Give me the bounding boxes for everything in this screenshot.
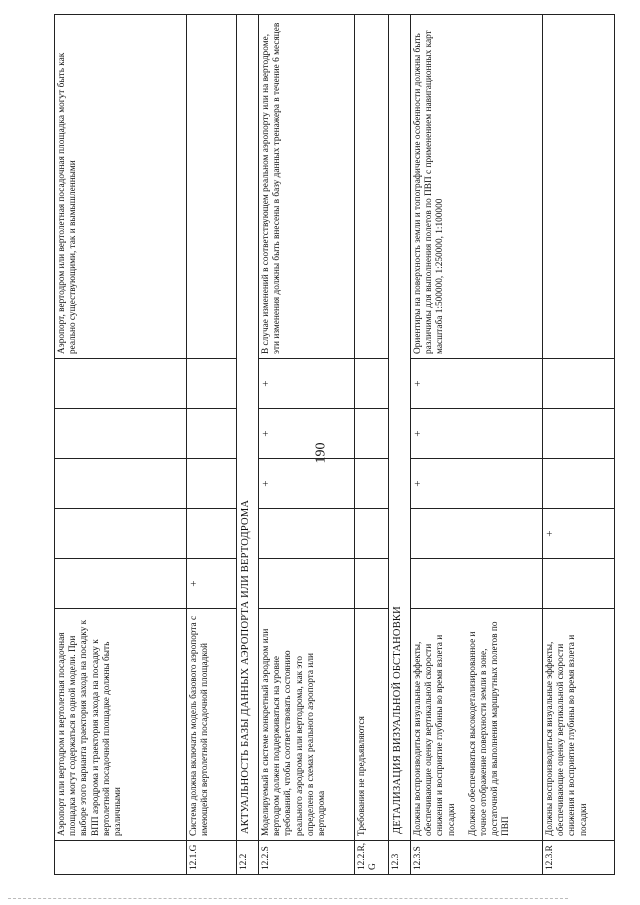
section-code: 12.2 [237, 841, 259, 875]
page-number: 190 [313, 442, 329, 464]
rotated-table-wrapper [54, 15, 614, 875]
level-mark: + [543, 509, 615, 559]
requirement-description: Должны воспроизводиться визуальные эффекты, обеспечивающие оценку вертикальной скорости снижения и восприятие глубины во время взлета и посадки [543, 609, 615, 841]
level-mark [187, 509, 237, 559]
table-row [55, 15, 187, 875]
table-row [259, 15, 355, 875]
table-row [543, 15, 615, 875]
requirement-code: 12.3.R [543, 841, 615, 875]
requirement-description: Моделируемый в системе конкретный аэродром или вертодром должен поддерживаться на уровне требований, чтобы соответствовать состоянию реального аэродрома или вертодрома, как это определено в схемах реального аэропорта или вертодрома [259, 609, 355, 841]
level-mark [187, 459, 237, 509]
requirements-table [54, 14, 615, 875]
requirement-comment [187, 15, 237, 359]
requirement-description: Должны воспроизводиться визуальные эффекты, обеспечивающие оценку вертикальной скорости снижения и восприятие глубины во время взлета и посадки Должно обеспечиваться высокодетализированное и точное отображение поверхности земли в зоне, достаточной для выполнения маршрутных полетов по ПВП [411, 609, 543, 841]
requirement-code [55, 841, 187, 875]
level-mark [355, 459, 389, 509]
requirement-code: 12.1.G [187, 841, 237, 875]
level-mark [543, 359, 615, 409]
table-row [411, 15, 543, 875]
level-mark: + [259, 409, 355, 459]
level-mark [187, 409, 237, 459]
level-mark [355, 359, 389, 409]
level-mark: + [259, 359, 355, 409]
level-mark [355, 409, 389, 459]
level-mark [55, 459, 187, 509]
requirement-comment: Ориентиры на поверхность земли и топографические особенности должны быть различимы для выполнения полетов по ПВП с применением навигационных карт масштаба 1:500000, 1:250000, 1:100000 [411, 15, 543, 359]
level-mark [187, 359, 237, 409]
level-mark [411, 509, 543, 559]
requirement-description: Система должна включать модель базового аэропорта с имеющейся вертолетной посадочной площадкой [187, 609, 237, 841]
level-mark [411, 559, 543, 609]
level-mark: + [411, 359, 543, 409]
level-mark [543, 459, 615, 509]
requirement-comment: В случае изменений в соответствующем реальном аэропорту или на вертодроме, эти изменения должны быть внесены в базу данных тренажера в течение 6 месяцев [259, 15, 355, 359]
requirement-description: Аэропорт или вертодром и вертолетная посадочная площадка могут содержаться в одной модели. При выборе этого варианта траектория захода на посадку к ВПП аэродрома и траектория захода на посадку к вертолетной посадочной площадке должны быть различными [55, 609, 187, 841]
level-mark [55, 509, 187, 559]
requirement-comment: Аэропорт, вертодром или вертолетная посадочная площадка могут быть как реально существующими, так и вымышленными [55, 15, 187, 359]
section-title: ДЕТАЛИЗАЦИЯ ВИЗУАЛЬНОЙ ОБСТАНОВКИ [389, 15, 411, 841]
level-mark: + [259, 459, 355, 509]
level-mark [355, 509, 389, 559]
level-mark [355, 559, 389, 609]
table-row [187, 15, 237, 875]
level-mark [55, 359, 187, 409]
requirement-description: Требования не предъявляются [355, 609, 389, 841]
section-title: АКТУАЛЬНОСТЬ БАЗЫ ДАННЫХ АЭРОПОРТА ИЛИ ВЕРТОДРОМА [237, 15, 259, 841]
level-mark [55, 409, 187, 459]
level-mark [543, 559, 615, 609]
requirement-code: 12.3.S [411, 841, 543, 875]
level-mark: + [411, 459, 543, 509]
level-mark [259, 559, 355, 609]
level-mark [55, 559, 187, 609]
requirement-comment [355, 15, 389, 359]
scan-edge-line [8, 898, 568, 900]
section-code: 12.3 [389, 841, 411, 875]
requirement-code: 12.2.S [259, 841, 355, 875]
section-row [389, 15, 411, 875]
level-mark [259, 509, 355, 559]
level-mark: + [411, 409, 543, 459]
level-mark [543, 409, 615, 459]
section-row [237, 15, 259, 875]
requirement-code: 12.2.R, G [355, 841, 389, 875]
requirement-comment [543, 15, 615, 359]
level-mark: + [187, 559, 237, 609]
table-row [355, 15, 389, 875]
